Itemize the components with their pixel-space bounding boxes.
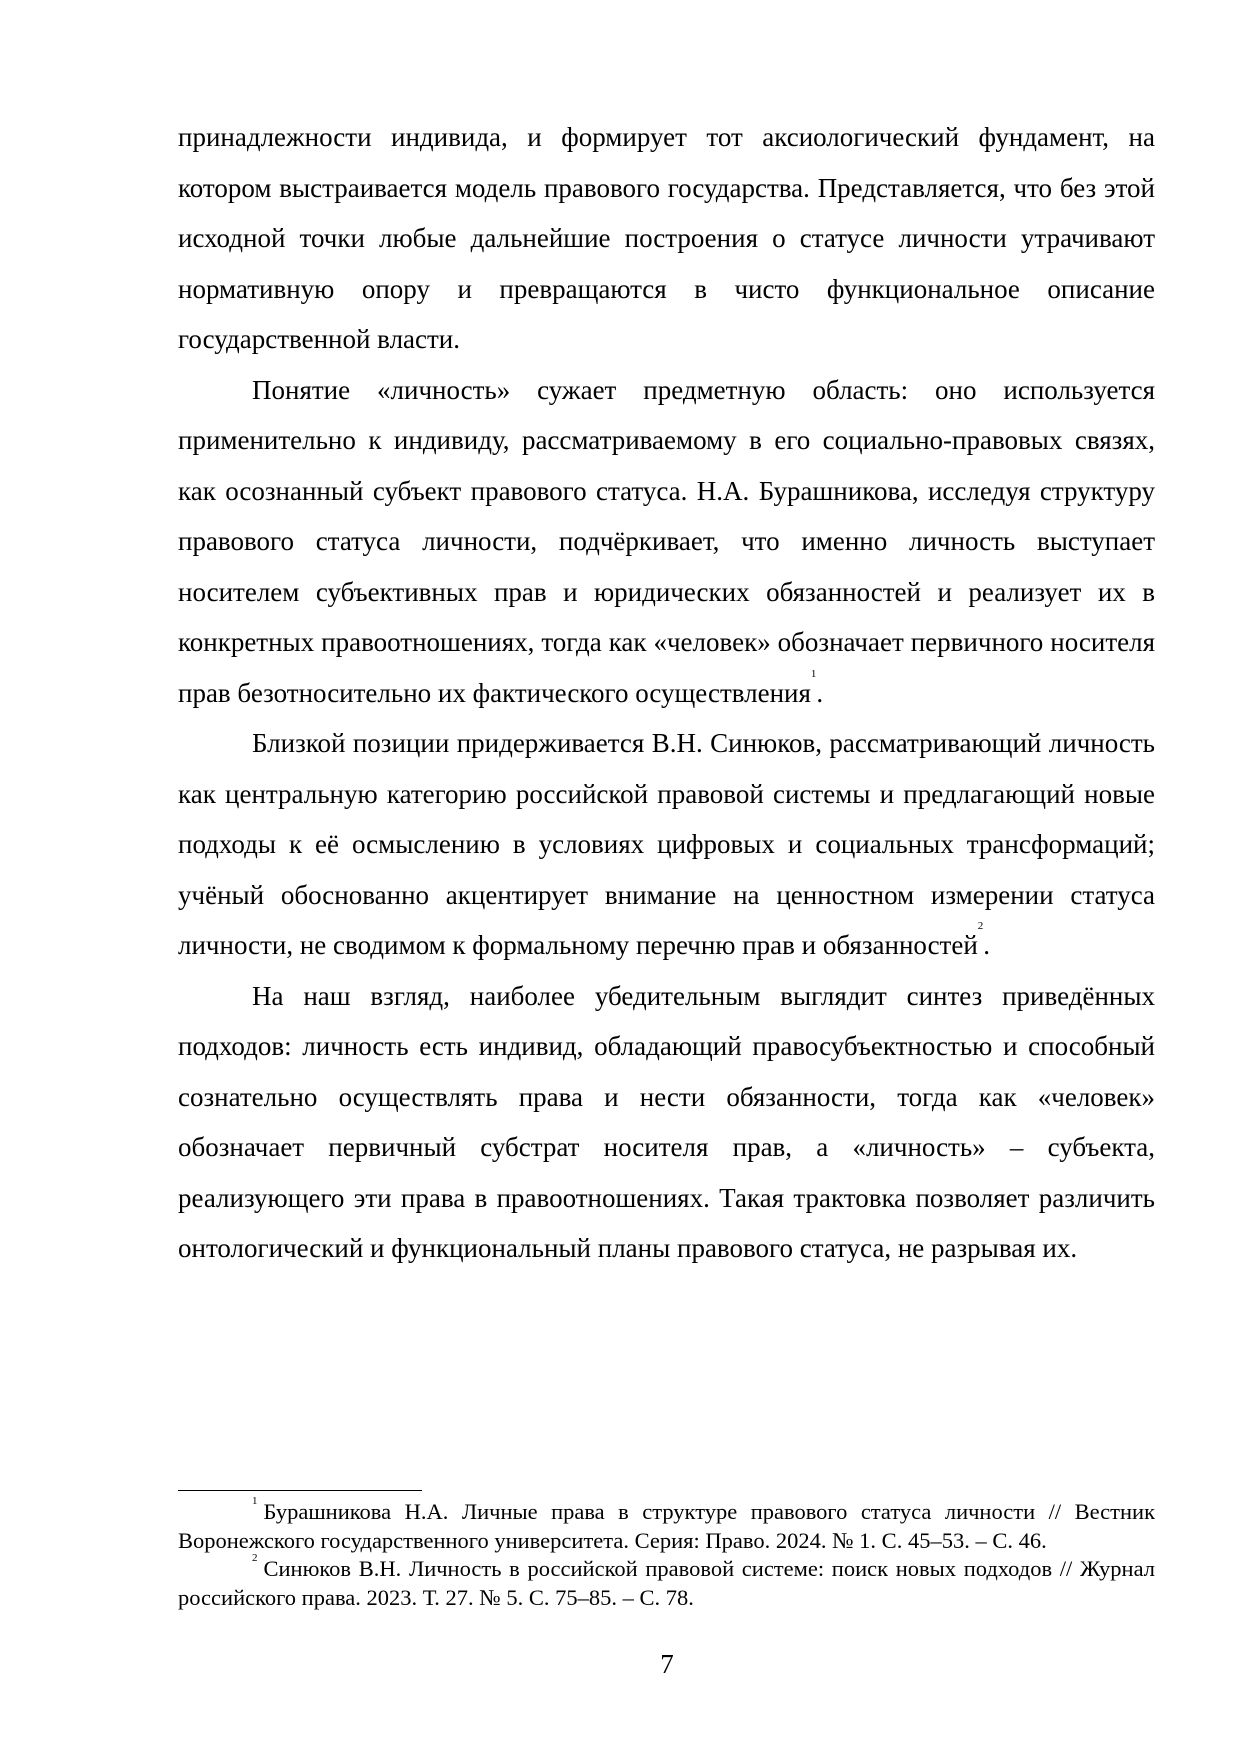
paragraph-tail: . xyxy=(816,677,824,708)
paragraph-tail: . xyxy=(983,930,991,960)
footnote-text: Бурашникова Н.А. Личные права в структуре правового статуса личности // Вестник Воронежского государственного университета. Серия: Право. 2024. № 1. С. 45–53. – С. 46. xyxy=(178,1499,1155,1553)
footnote-reference[interactable]: 2 xyxy=(977,920,984,932)
paragraph-text: На наш взгляд, наиболее убедительным выглядит синтез приведённых подходов: личность есть индивид, обладающий правосубъектностью и способный сознательно осуществлять права и нести обязанности, тогда как «человек» обозначает первичный субстрат носителя прав, а «личность» – субъекта, реализующего эти права в правоотношениях. Такая трактовка позволяет различить онтологический и функциональный планы правового статуса, не разрывая их. xyxy=(178,980,1155,1263)
paragraph-text: Близкой позиции придерживается В.Н. Синюков, рассматривающий личность как центральную категорию российской правовой системы и предлагающий новые подходы к её осмыслению в условиях цифровых и социальных трансформаций; учёный обоснованно акцентирует внимание на ценностном измерении статуса личности, не сводимом к формальному перечню прав и обязанностей xyxy=(178,728,1155,960)
footnote-reference[interactable]: 1 xyxy=(810,667,817,680)
paragraph-1 xyxy=(178,112,1155,365)
page-number: 7 xyxy=(660,1649,674,1679)
footnote-number: 1 xyxy=(252,1495,258,1507)
footnote-text: Синюков В.Н. Личность в российской правовой системе: поиск новых подходов // Журнал российского права. 2023. Т. 27. № 5. С. 75–85. – С. 78. xyxy=(178,1556,1155,1610)
paragraph-text: Понятие «личность» сужает предметную область: оно используется применительно к индивиду, рассматриваемому в его социально-правовых связях, как осознанный субъект правового статуса. Н.А. Бурашникова, исследуя структуру правового статуса личности, подчёркивает, что именно личность выступает носителем субъективных прав и юридических обязанностей и реализует их в конкретных правоотношениях, тогда как «человек» обозначает первичного носителя прав безотносительно их фактического осуществления xyxy=(178,374,1155,708)
paragraph-2 xyxy=(178,365,1155,719)
footnote-separator xyxy=(178,1490,422,1491)
paragraph-3 xyxy=(178,718,1155,971)
paragraph-text: принадлежности индивида, и формирует тот аксиологический фундамент, на котором выстраивается модель правового государства. Представляется, что без этой исходной точки любые дальнейшие построения о статусе личности утрачивают нормативную опору и превращаются в чисто функциональное описание государственной власти. xyxy=(178,122,1155,354)
footnotes xyxy=(178,1495,1155,1612)
body-text xyxy=(178,112,1155,1274)
paragraph-4 xyxy=(178,971,1155,1274)
footnote-number: 2 xyxy=(252,1552,258,1564)
footnote-2 xyxy=(178,1552,1155,1612)
footnote-1 xyxy=(178,1495,1155,1555)
